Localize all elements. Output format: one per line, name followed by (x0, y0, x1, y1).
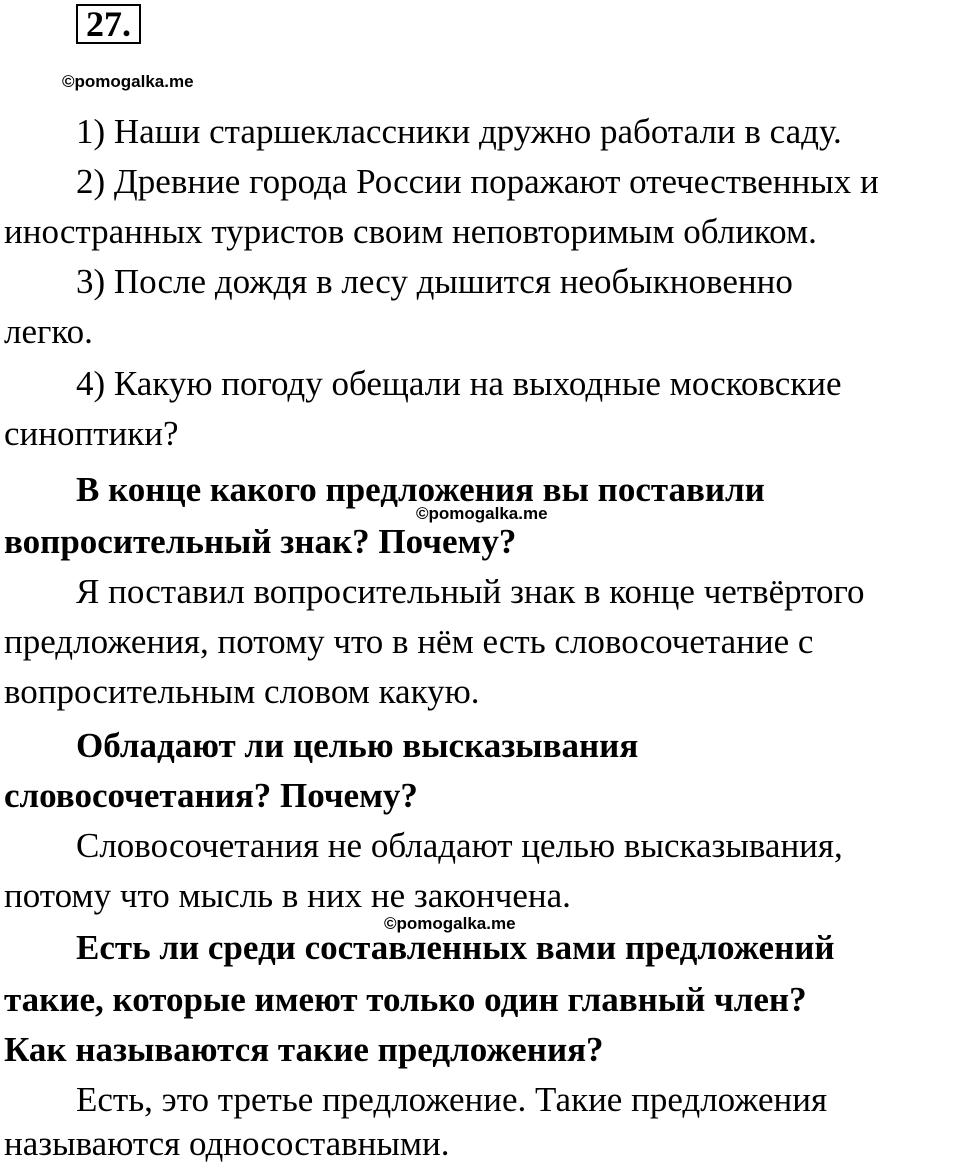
answer-2-line-1: Словосочетания не обладают целью высказывания, (76, 826, 843, 865)
watermark: ©pomogalka.me (62, 72, 194, 91)
answer-1-line-3: вопросительным словом какую. (4, 672, 480, 711)
question-3-line-2: такие, которые имеют только один главный член? (4, 980, 807, 1019)
task-number: 27. (86, 4, 131, 44)
answer-3-line-2: называются односоставными. (4, 1124, 450, 1163)
sentence-3-line-1: 3) После дождя в лесу дышится необыкновенно (76, 262, 793, 301)
sentence-4-line-2: синоптики? (4, 414, 179, 453)
question-3-line-3: Как называются такие предложения? (4, 1030, 604, 1069)
question-1-line-1: В конце какого предложения вы поставили (76, 470, 765, 509)
question-2-line-2: словосочетания? Почему? (4, 776, 418, 815)
answer-2-line-2: потому что мысль в них не закончена. (4, 876, 571, 915)
watermark: ©pomogalka.me (384, 914, 516, 933)
question-3-line-1: Есть ли среди составленных вами предложений (76, 928, 835, 967)
answer-3-line-1: Есть, это третье предложение. Такие предложения (76, 1080, 828, 1119)
sentence-3-line-2: легко. (4, 312, 93, 351)
task-number-box (76, 4, 141, 44)
question-1-line-2: вопросительный знак? Почему? (4, 522, 517, 561)
question-2-line-1: Обладают ли целью высказывания (76, 726, 639, 765)
answer-1-line-1: Я поставил вопросительный знак в конце четвёртого (76, 572, 865, 611)
sentence-2-line-1: 2) Древние города России поражают отечественных и (76, 162, 879, 201)
sentence-2-line-2: иностранных туристов своим неповторимым обликом. (4, 212, 817, 251)
answer-1-line-2: предложения, потому что в нём есть словосочетание с (4, 622, 814, 661)
sentence-4-line-1: 4) Какую погоду обещали на выходные московские (76, 364, 842, 403)
sentence-1-line-1: 1) Наши старшеклассники дружно работали в саду. (76, 112, 842, 151)
watermark: ©pomogalka.me (416, 504, 548, 523)
